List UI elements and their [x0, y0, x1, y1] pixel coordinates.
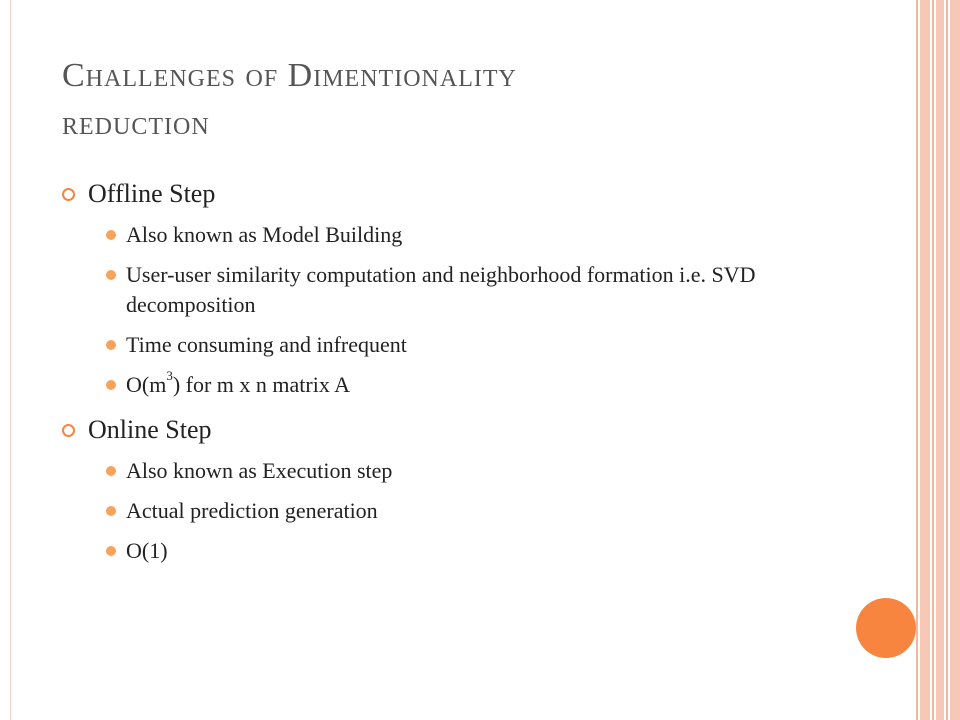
hollow-circle-bullet-icon [62, 424, 75, 437]
left-border-line [10, 0, 11, 720]
filled-circle-bullet-icon [106, 546, 116, 556]
filled-circle-bullet-icon [106, 466, 116, 476]
offline-step-list [62, 220, 862, 400]
decorative-circle-icon [856, 598, 916, 658]
list-item-complexity [62, 370, 862, 400]
slide-title-line-1: Challenges of Dimentionality [62, 57, 517, 94]
decorative-stripe [920, 0, 930, 720]
list-item-text: User-user similarity computation and neighborhood formation i.e. SVD decomposition [126, 262, 756, 317]
list-item-text: O(1) [126, 538, 168, 563]
list-item [62, 456, 862, 486]
filled-circle-bullet-icon [106, 230, 116, 240]
slide-title [62, 52, 822, 148]
decorative-stripe [946, 0, 948, 720]
list-item [62, 536, 862, 566]
complexity-superscript: 3 [166, 368, 173, 383]
list-item-text: Actual prediction generation [126, 498, 378, 523]
slide-content [62, 176, 862, 578]
decorative-stripe [936, 0, 944, 720]
list-item [62, 220, 862, 250]
filled-circle-bullet-icon [106, 380, 116, 390]
list-item [62, 260, 862, 320]
section-heading-offline [62, 176, 862, 212]
hollow-circle-bullet-icon [62, 188, 75, 201]
section-heading-text: Online Step [88, 415, 212, 444]
decorative-stripe [916, 0, 918, 720]
section-heading-text: Offline Step [88, 179, 216, 208]
decorative-stripe [932, 0, 934, 720]
list-item-text: Also known as Execution step [126, 458, 393, 483]
list-item [62, 496, 862, 526]
filled-circle-bullet-icon [106, 506, 116, 516]
online-step-list [62, 456, 862, 566]
filled-circle-bullet-icon [106, 340, 116, 350]
slide-title-line-2: reduction [62, 105, 210, 142]
complexity-prefix: O(m [126, 372, 167, 397]
list-item [62, 330, 862, 360]
section-heading-online [62, 412, 862, 448]
filled-circle-bullet-icon [106, 270, 116, 280]
list-item-text: Time consuming and infrequent [126, 332, 407, 357]
decorative-stripe [950, 0, 960, 720]
list-item-text: Also known as Model Building [126, 222, 403, 247]
complexity-suffix: ) for m x n matrix A [172, 372, 351, 397]
